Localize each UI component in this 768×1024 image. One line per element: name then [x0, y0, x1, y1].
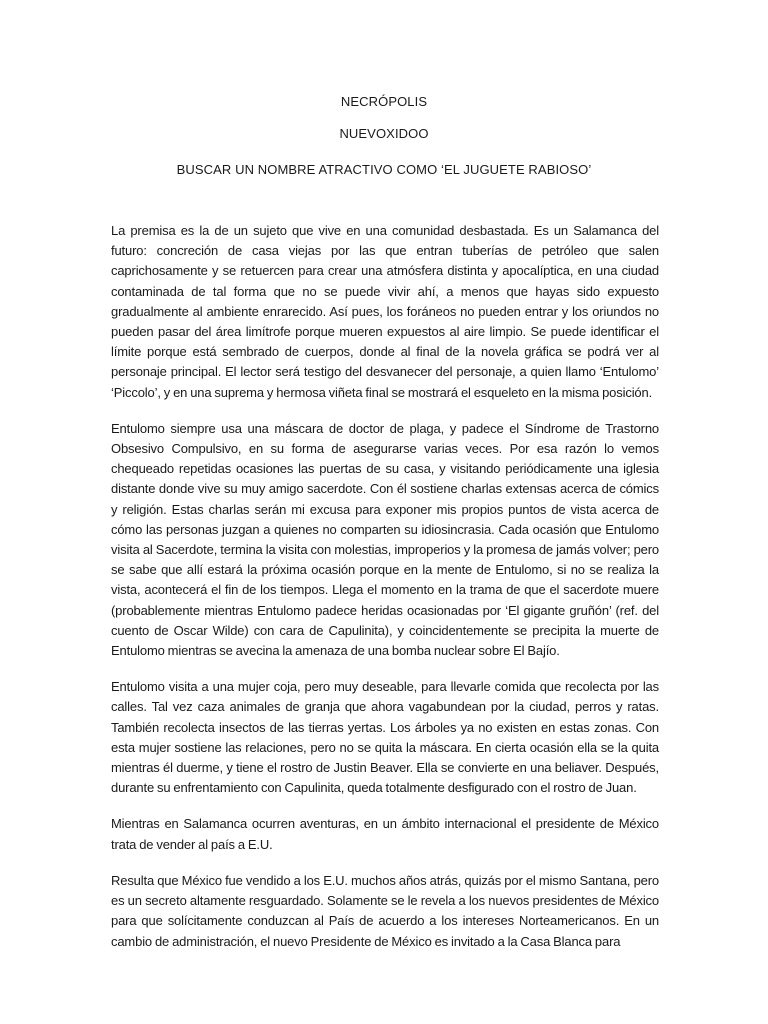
paragraph-international: Mientras en Salamanca ocurren aventuras, en un ámbito internacional el presidente de México trata de vender al país a E.U.: [111, 816, 659, 852]
paragraph-woman: Entulomo visita a una mujer coja, pero muy deseable, para llevarle comida que recolecta por las calles. Tal vez caza animales de granja que ahora vagabundean por la ciudad, perros y ratas. También recolecta insectos de las tierras yertas. Los árboles ya no existen en estas zonas. Con esta mujer sostiene las relaciones, pero no se quita la máscara. En cierta ocasión ella se la quita mientras él duerme, y tiene el rostro de Justin Beaver. Ella se convierte en una beliaver. Después, durante su enfrentamiento con Capulinita, queda totalmente desfigurado con el rostro de Juan.: [111, 679, 659, 796]
document-subtitle: NUEVOXIDOO: [339, 126, 429, 141]
document-note-heading: BUSCAR UN NOMBRE ATRACTIVO COMO ‘EL JUGUETE RABIOSO’: [176, 162, 592, 177]
document-body: [111, 221, 659, 952]
paragraph-mexico-sold: Resulta que México fue vendido a los E.U. muchos años atrás, quizás por el mismo Santana, pero es un secreto altamente resguardado. Solamente se le revela a los nuevos presidentes de México para que solícitamente conduzcan al País de acuerdo a los intereses Norteamericanos. En un cambio de administración, el nuevo Presidente de México es invitado a la Casa Blanca para: [111, 872, 659, 949]
paragraph-entulomo-mask: Entulomo siempre usa una máscara de doctor de plaga, y padece el Síndrome de Trastorno Obsesivo Compulsivo, en su forma de asegurarse varias veces. Por esa razón lo vemos chequeado repetidas ocasiones las puertas de su casa, y visitando periódicamente una iglesia distante donde vive su muy amigo sacerdote. Con él sostiene charlas extensas acerca de cómics y religión. Estas charlas serán mi excusa para exponer mis propios puntos de vista acerca de cómo las personas juzgan a quienes no comparten su idiosincrasia. Cada ocasión que Entulomo visita al Sacerdote, termina la visita con molestias, improperios y la promesa de jamás volver; pero se sabe que allí estará la próxima ocasión porque en la mente de Entulomo, si no se realiza la vista, acontecerá el fin de los tiempos. Llega el momento en la trama de que el sacerdote muere (probablemente mientras Entulomo padece heridas ocasionadas por ‘El gigante gruñón’ (ref. del cuento de Oscar Wilde) con cara de Capulinita), y coincidentemente se precipita la muerte de Entulomo mientras se avecina la amenaza de una bomba nuclear sobre El Bajío.: [111, 420, 659, 659]
paragraph-premise: La premisa es la de un sujeto que vive en una comunidad desbastada. Es un Salamanca del futuro: concreción de casa viejas por las que entran tuberías de petróleo que salen caprichosamente y se retuercen para crear una atmósfera distinta y apocalíptica, en una ciudad contaminada de tal forma que no se puede vivir ahí, a menos que hayas sido expuesto gradualmente al ambiente enrarecido. Así pues, los foráneos no pueden entrar y los oriundos no pueden pasar del área limítrofe porque mueren expuestos al aire limpio. Se puede identificar el límite porque está sembrado de cuerpos, donde al final de la novela gráfica se podrá ver al personaje principal. El lector será testigo del desvanecer del personaje, a quien llamo ‘Entulomo’ ‘Piccolo’, y en una suprema y hermosa viñeta final se mostrará el esqueleto en la misma posición.: [111, 223, 659, 400]
document-title: NECRÓPOLIS: [340, 94, 428, 109]
